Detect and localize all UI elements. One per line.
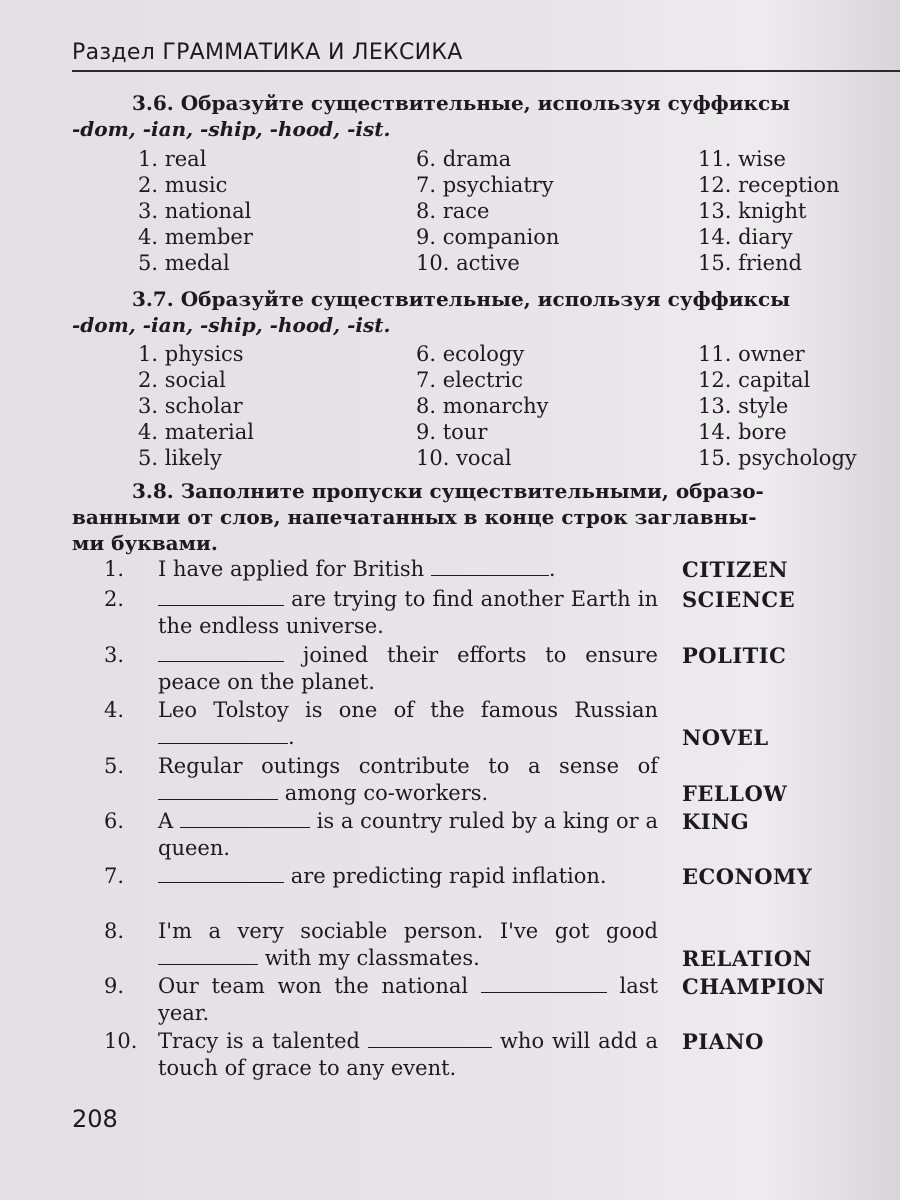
answer-blank[interactable] (158, 587, 284, 606)
list-item: 11. owner (698, 342, 805, 366)
list-item: 9. tour (416, 420, 488, 444)
list-item: 6. drama (416, 147, 512, 171)
book-page: Раздел ГРАММАТИКА И ЛЕКСИКА 3.6. Образуйте существительные, используя суффиксы -dom, -ian, -ship, -hood, -ist. 1. real 2. music 3. national 4. member 5. medal 6. drama 7. psychiatry 8. race 9. companion 10. active 11. wise 12. reception 13. knight 14. diary 15. friend 3.7. Образуйте существительные, используя суффиксы -dom, -ian, -ship, -hood, -ist. 1. physics 2. social 3. scholar 4. material 5. likely 6. ecology 7. electric 8. monarchy 9. tour 10. vocal 11. owner 12. capital 13. style 14. bore 15. psychology 3.8. Заполните пропуски существительными, образо- ванными от слов, напечатанных в конце строк заглавны- ми буквами. 1. I have applied for British . CITIZEN 2. are trying to find another Earth in the endless universe. SCIENCE 3. joined their efforts to ensure peace on the planet. POLITIC 4. Leo Tolstoy is one of the famous Russian . NOVEL 5. Regular outings contribute to a sense of among co-workers. FELLOW 6. A is a country ruled by a king or a queen. KING 7. are predicting rapid inflation. ECONOMY 8. I'm a very sociable person. I've got good with my classmates. RELATION 9. Our team won the national last year. CHAMPION 10. Tracy is a talented who will add a touch of grace to any event. PIANO 208 (0, 0, 900, 1200)
header-rule (72, 70, 900, 72)
list-item: 15. friend (698, 251, 802, 275)
list-item: 9. companion (416, 225, 560, 249)
exercise-3-6-instruction: 3.6. Образуйте существительные, используя суффиксы (132, 91, 791, 115)
list-item: 12. capital (698, 368, 811, 392)
exercise-3-7-suffixes: -dom, -ian, -ship, -hood, -ist. (72, 313, 391, 337)
answer-blank[interactable] (431, 557, 549, 576)
answer-blank[interactable] (158, 864, 284, 883)
list-item: 14. diary (698, 225, 793, 249)
exercise-3-7-instruction: 3.7. Образуйте существительные, используя суффиксы (132, 287, 791, 311)
list-item: 14. bore (698, 420, 787, 444)
list-item: 6. ecology (416, 342, 525, 366)
list-item: 3. scholar (138, 394, 243, 418)
list-item: 5. medal (138, 251, 230, 275)
exercise-3-7-word-list (138, 341, 898, 471)
page-number: 208 (72, 1105, 118, 1133)
answer-blank[interactable] (180, 809, 310, 828)
list-item: 11. wise (698, 147, 786, 171)
answer-blank[interactable] (158, 725, 288, 744)
answer-blank[interactable] (158, 781, 278, 800)
list-item: 10. active (416, 251, 520, 275)
list-item: 12. reception (698, 173, 840, 197)
list-item: 7. electric (416, 368, 523, 392)
list-item: 2. music (138, 173, 228, 197)
exercise-3-6-suffixes: -dom, -ian, -ship, -hood, -ist. (72, 117, 391, 141)
exercise-3-7-title (72, 286, 900, 312)
list-item: 2. social (138, 368, 226, 392)
exercise-3-6-word-list (138, 146, 898, 276)
list-item: 8. race (416, 199, 490, 223)
list-item: 5. likely (138, 446, 222, 470)
list-item: 3. national (138, 199, 252, 223)
answer-blank[interactable] (368, 1029, 492, 1048)
list-item: 4. material (138, 420, 255, 444)
list-item: 15. psychology (698, 446, 857, 470)
section-header: Раздел ГРАММАТИКА И ЛЕКСИКА (72, 40, 463, 65)
list-item: 4. member (138, 225, 253, 249)
list-item: 13. knight (698, 199, 807, 223)
list-item: 13. style (698, 394, 789, 418)
list-item: 10. vocal (416, 446, 512, 470)
exercise-3-8-instruction: 3.8. Заполните пропуски существительными, образо- ванными от слов, напечатанных в конце строк заглавны- ми буквами. (72, 479, 764, 555)
answer-blank[interactable] (158, 946, 258, 965)
list-item: 1. physics (138, 342, 244, 366)
answer-blank[interactable] (481, 974, 607, 993)
list-item: 1. real (138, 147, 207, 171)
list-item: 7. psychiatry (416, 173, 554, 197)
exercise-3-6-title (72, 90, 900, 116)
list-item: 8. monarchy (416, 394, 549, 418)
answer-blank[interactable] (158, 643, 284, 662)
